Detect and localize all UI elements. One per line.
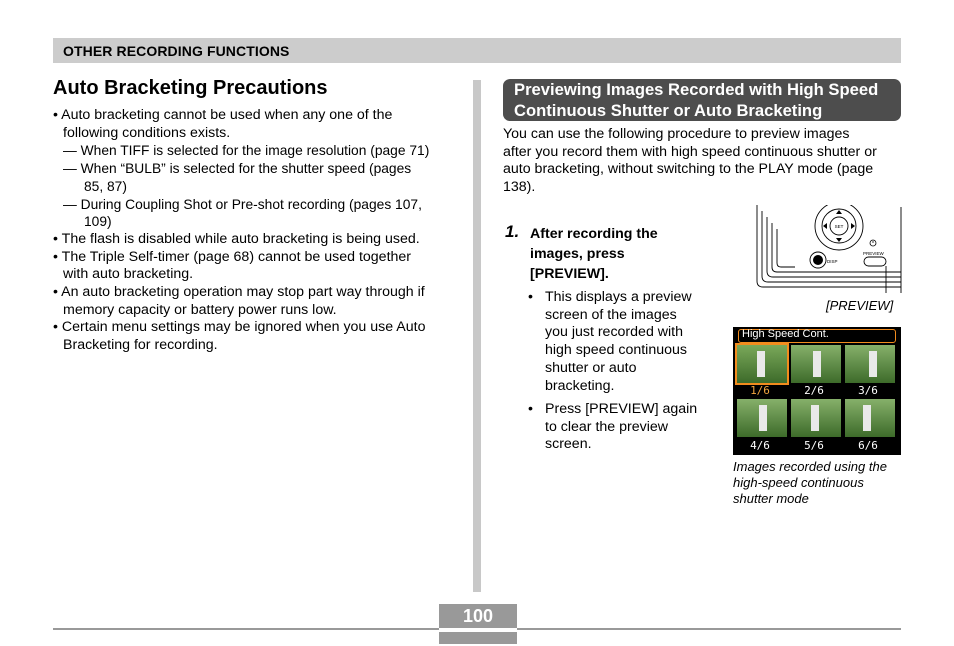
step-line-1: After recording the [530,226,658,242]
screen-caption-line-1: Images recorded using the [733,459,887,474]
thumbnail-2 [791,345,841,383]
thumbnail-4 [737,399,787,437]
camera-back-illustration [755,205,903,297]
self-timer-icon [870,240,876,246]
screen-caption [733,459,887,507]
screen-caption-line-2: high-speed continuous [733,475,864,490]
intro-line-1: You can use the following procedure to preview images [503,126,850,142]
left-line-14: Bracketing for recording. [63,337,218,354]
bullet-marker-2: • [528,401,533,417]
bullet1-line-4: high speed continuous [545,342,687,359]
screen-title: High Speed Cont. [742,328,829,340]
left-line-8: • The flash is disabled while auto bracketing is being used. [53,230,420,247]
bullet2-line-2: to clear the preview [545,418,669,435]
intro-line-4: 138). [503,179,536,196]
left-line-7: 109) [84,214,112,230]
left-line-11: • An auto bracketing operation may stop part way through if [53,284,425,300]
left-line-6: — During Coupling Shot or Pre-shot recording (pages 107, [63,196,422,212]
intro-paragraph [503,126,901,197]
frame-label-5: 5/6 [804,439,824,452]
bullet1-line-1: This displays a preview [545,289,692,305]
step-line-3: [PREVIEW]. [530,266,609,282]
left-line-5: 85, 87) [84,178,127,194]
bullet1-line-6: bracketing. [545,377,615,394]
left-line-13: • Certain menu settings may be ignored when you use Auto [53,319,426,336]
page-number: 100 [462,606,494,626]
camera-caption: [PREVIEW] [826,298,894,313]
step-line-2: images, press [530,246,625,262]
intro-line-2: after you record them with high speed continuous shutter or [503,143,877,160]
bullet2-line-1: Press [PREVIEW] again [545,401,698,417]
section-header-text: OTHER RECORDING FUNCTIONS [63,43,290,59]
right-heading [514,79,878,121]
frame-label-4: 4/6 [750,439,770,452]
disp-button-label: DISP [827,259,838,264]
frame-label-3: 3/6 [858,384,878,397]
left-line-10: with auto bracketing. [63,266,194,283]
thumbnail-5 [791,399,841,437]
left-line-1: • Auto bracketing cannot be used when any one of the [53,107,393,123]
frame-label-1: 1/6 [750,384,770,397]
preview-screen [733,327,901,455]
left-line-12: memory capacity or battery power runs low. [63,301,337,318]
left-heading: Auto Bracketing Precautions [53,77,328,99]
intro-line-3: auto bracketing, without switching to the PLAY mode (page [503,161,874,178]
bullet1-line-2: screen of the images [545,306,677,323]
step-instruction [530,224,658,284]
thumbnail-6 [845,399,895,437]
frame-label-6: 6/6 [858,439,878,452]
set-button-label: SET [834,224,844,229]
left-line-4: — When “BULB” is selected for the shutter speed (pages [63,161,412,177]
left-body [53,107,463,357]
bullet1-line-5: shutter or auto [545,359,637,376]
screen-caption-line-3: shutter mode [733,491,809,506]
bullet1-line-3: you just recorded with [545,324,684,341]
thumbnail-3 [845,345,895,383]
right-heading-line-1: Previewing Images Recorded with High Speed [514,80,879,99]
right-heading-line-2: Continuous Shutter or Auto Bracketing [514,101,823,120]
preview-button-label: PREVIEW [863,251,884,256]
step-number: 1. [505,222,520,241]
left-line-3: — When TIFF is selected for the image resolution (page 71) [63,143,430,159]
frame-label-2: 2/6 [804,384,824,397]
left-line-9: • The Triple Self-timer (page 68) cannot be used together [53,248,412,265]
column-divider [473,80,481,592]
left-line-2: following conditions exists. [63,124,231,141]
bullet-marker-1: • [528,289,533,305]
thumbnail-1 [737,345,787,383]
step-bullets [528,289,718,459]
bullet2-line-3: screen. [545,436,592,453]
